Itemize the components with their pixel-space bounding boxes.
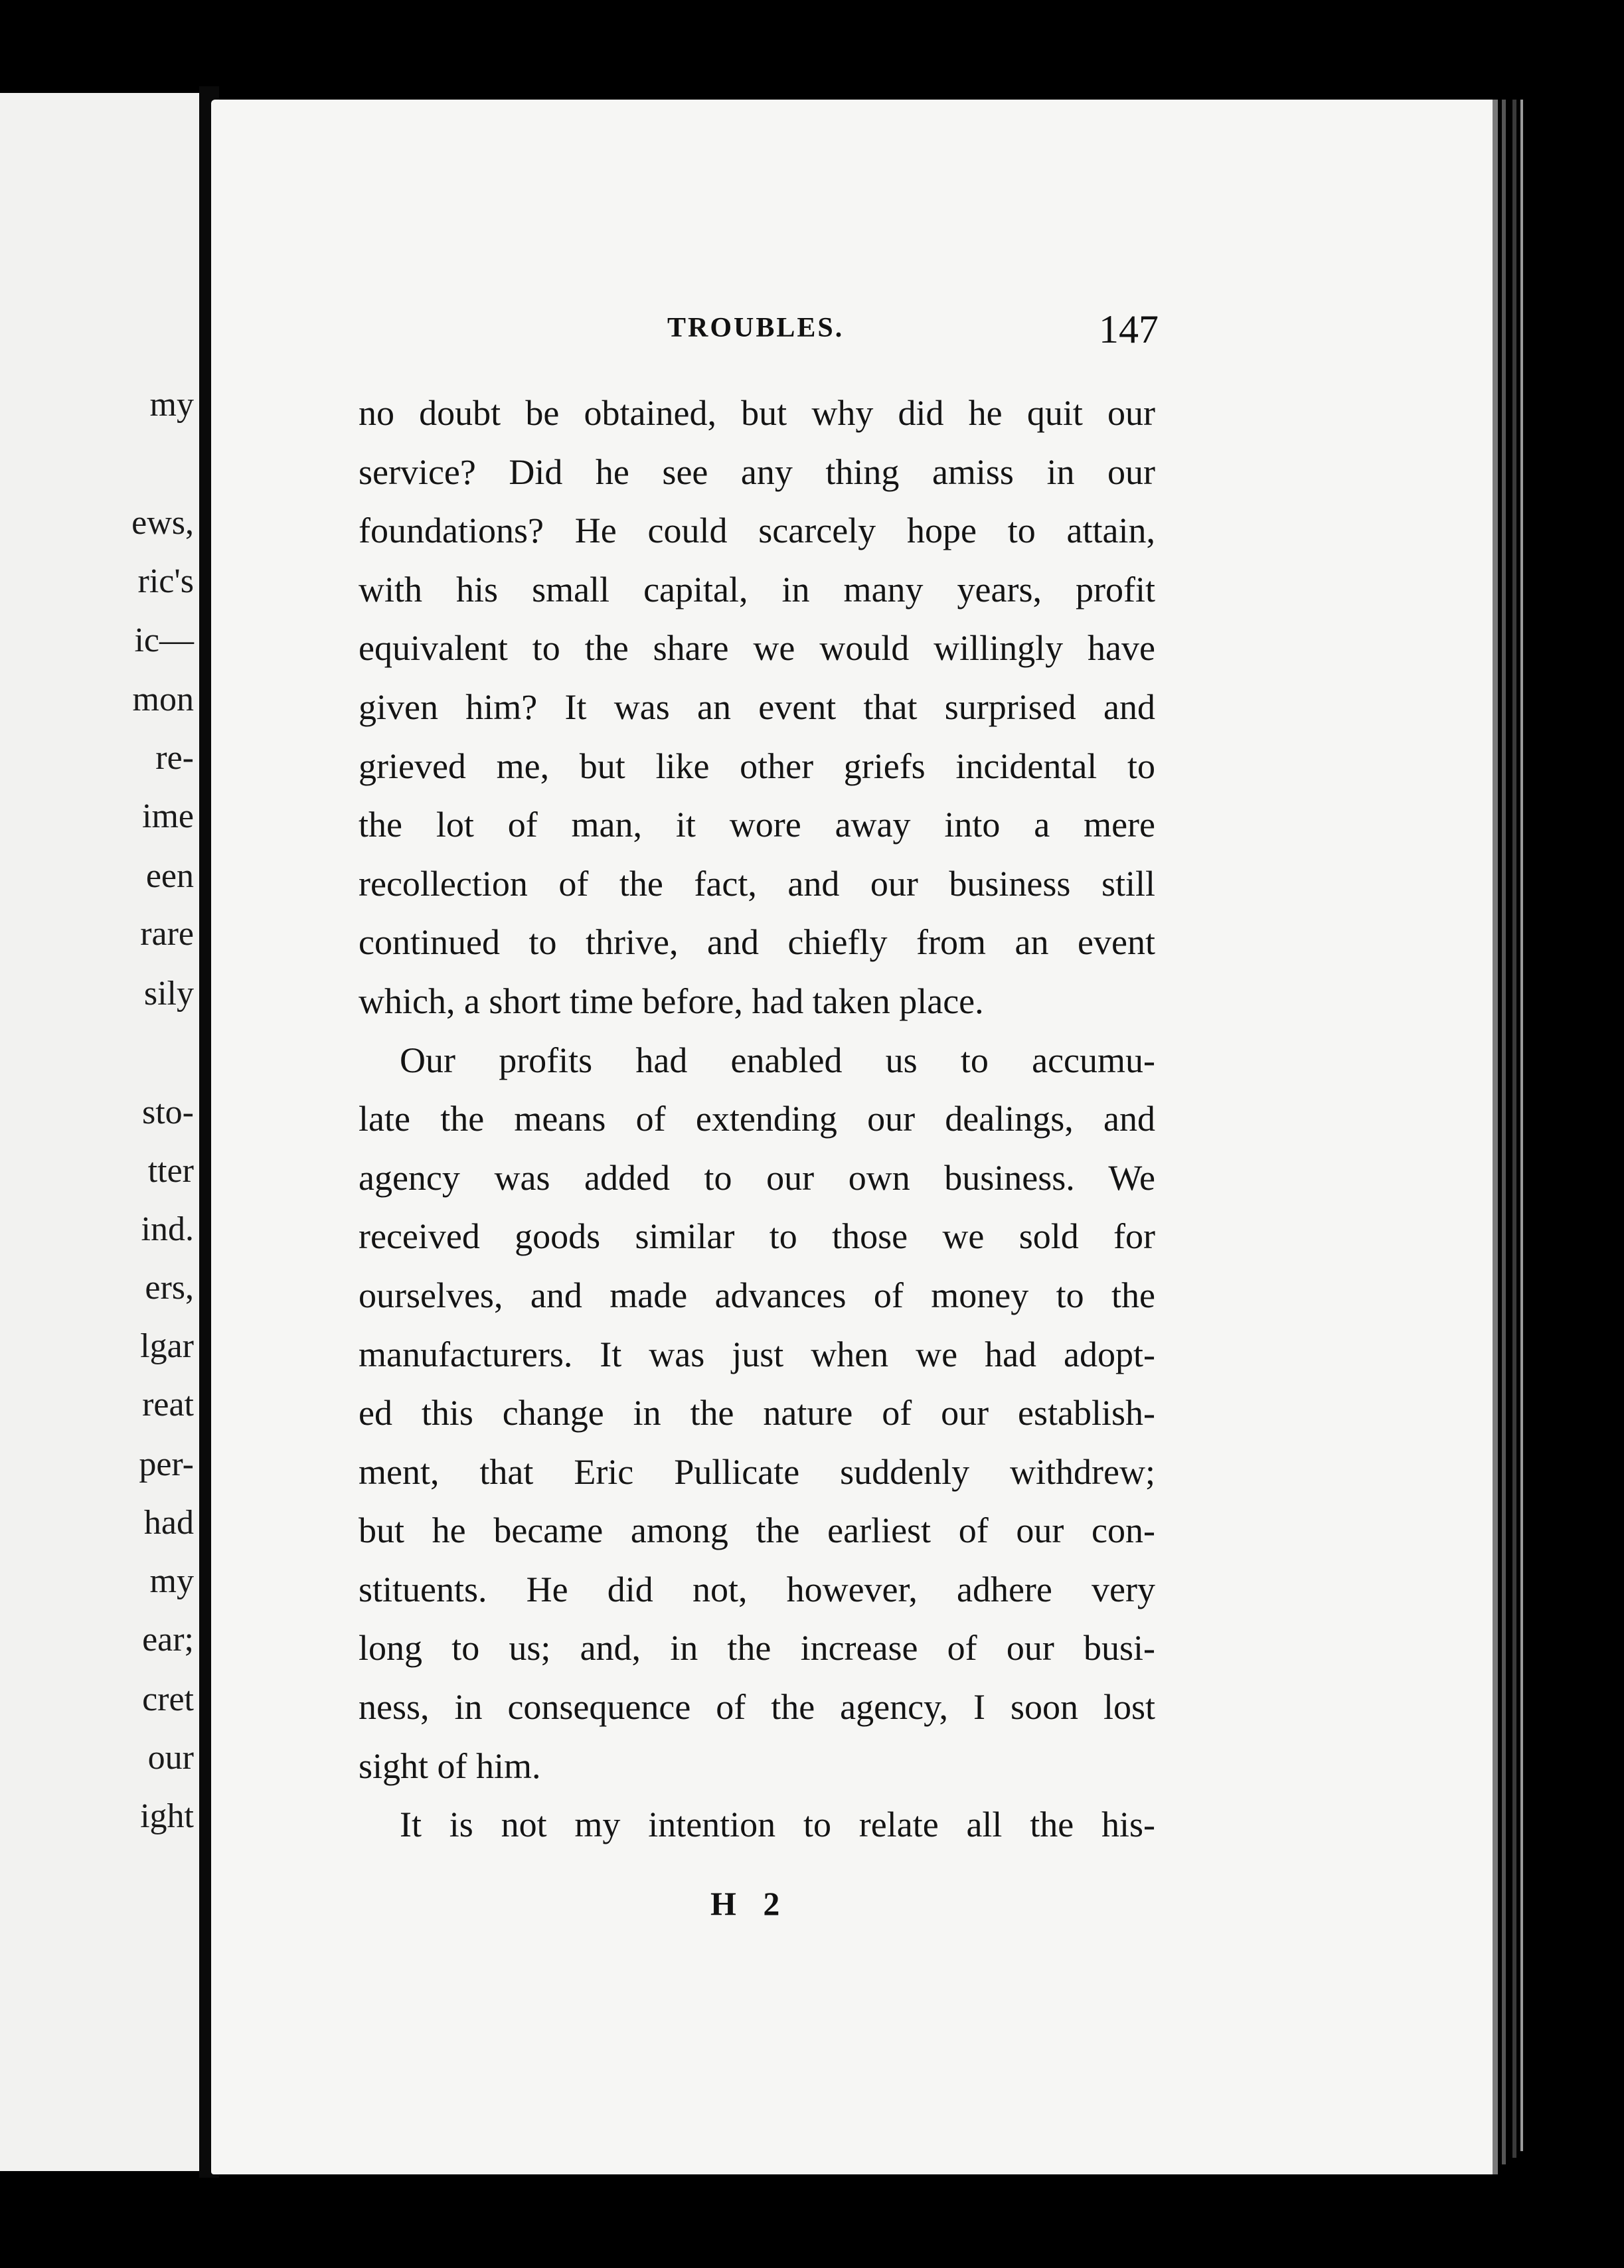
page-edge	[1520, 100, 1523, 2151]
left-line: ews,	[131, 504, 194, 542]
text-line: but he became among the earliest of our con-	[359, 1510, 1155, 1551]
page-edge	[1502, 100, 1506, 2164]
text-line: late the means of extending our dealings, and	[359, 1099, 1155, 1139]
left-line: ime	[142, 797, 194, 835]
left-line: sily	[143, 975, 194, 1012]
text-line: continued to thrive, and chiefly from an event	[359, 922, 1155, 963]
text-line: service? Did he see any thing amiss in our	[359, 451, 1155, 492]
text-line: given him? It was an event that surprised and	[359, 687, 1155, 727]
text-line: equivalent to the share we would willingly have	[359, 628, 1155, 669]
left-line: ic—	[134, 621, 194, 659]
left-line: lgar	[140, 1327, 194, 1365]
text-line: the lot of man, it wore away into a mere	[359, 805, 1155, 845]
body-text	[359, 384, 1155, 1854]
left-line: ers,	[145, 1269, 194, 1307]
left-line: cret	[142, 1680, 194, 1718]
text-line: stituents. He did not, however, adhere very	[359, 1569, 1155, 1609]
text-line: long to us; and, in the increase of our busi-	[359, 1628, 1155, 1668]
text-line: ment, that Eric Pullicate suddenly withdrew;	[359, 1451, 1155, 1492]
text-line: ness, in consequence of the agency, I soon lost	[359, 1687, 1155, 1728]
left-line: ric's	[137, 562, 194, 600]
left-line: re-	[155, 739, 194, 777]
left-line: sto-	[142, 1094, 194, 1131]
page-edge	[1512, 100, 1516, 2158]
page-number: 147	[1099, 307, 1159, 351]
text-line: no doubt be obtained, but why did he quit our	[359, 393, 1155, 433]
left-line: een	[145, 857, 194, 895]
text-line: Our profits had enabled us to accumu-	[400, 1040, 1155, 1080]
left-line: my	[149, 386, 194, 424]
left-line: ight	[140, 1797, 194, 1835]
left-line: tter	[147, 1152, 194, 1190]
left-line: ind.	[141, 1210, 194, 1248]
left-line: my	[149, 1562, 194, 1600]
text-line: ourselves, and made advances of money to the	[359, 1275, 1155, 1315]
previous-page-fragment	[0, 93, 199, 2171]
text-line: recollection of the fact, and our business still	[359, 863, 1155, 904]
running-head: TROUBLES.	[667, 313, 845, 343]
left-line: mon	[132, 681, 194, 718]
text-line: sight of him.	[359, 1745, 541, 1786]
page-edge	[1493, 100, 1498, 2174]
left-line: per-	[139, 1445, 194, 1483]
text-line: received goods similar to those we sold for	[359, 1216, 1155, 1257]
text-line: foundations? He could scarcely hope to attain,	[359, 511, 1155, 551]
left-line: our	[147, 1739, 194, 1777]
text-line: It is not my intention to relate all the his-	[400, 1805, 1155, 1845]
left-line: reat	[142, 1386, 194, 1423]
left-line: ear;	[142, 1621, 194, 1659]
text-line: with his small capital, in many years, profit	[359, 569, 1155, 609]
text-line: grieved me, but like other griefs incidental to	[359, 746, 1155, 786]
left-line: rare	[140, 915, 194, 953]
text-line: which, a short time before, had taken place.	[359, 981, 984, 1021]
page-header	[0, 307, 1624, 360]
text-line: manufacturers. It was just when we had adopt-	[359, 1334, 1155, 1374]
text-line: agency was added to our own business. We	[359, 1157, 1155, 1198]
signature-mark: H 2	[710, 1885, 789, 1922]
left-line: had	[143, 1504, 194, 1542]
text-line: ed this change in the nature of our establish-	[359, 1393, 1155, 1433]
